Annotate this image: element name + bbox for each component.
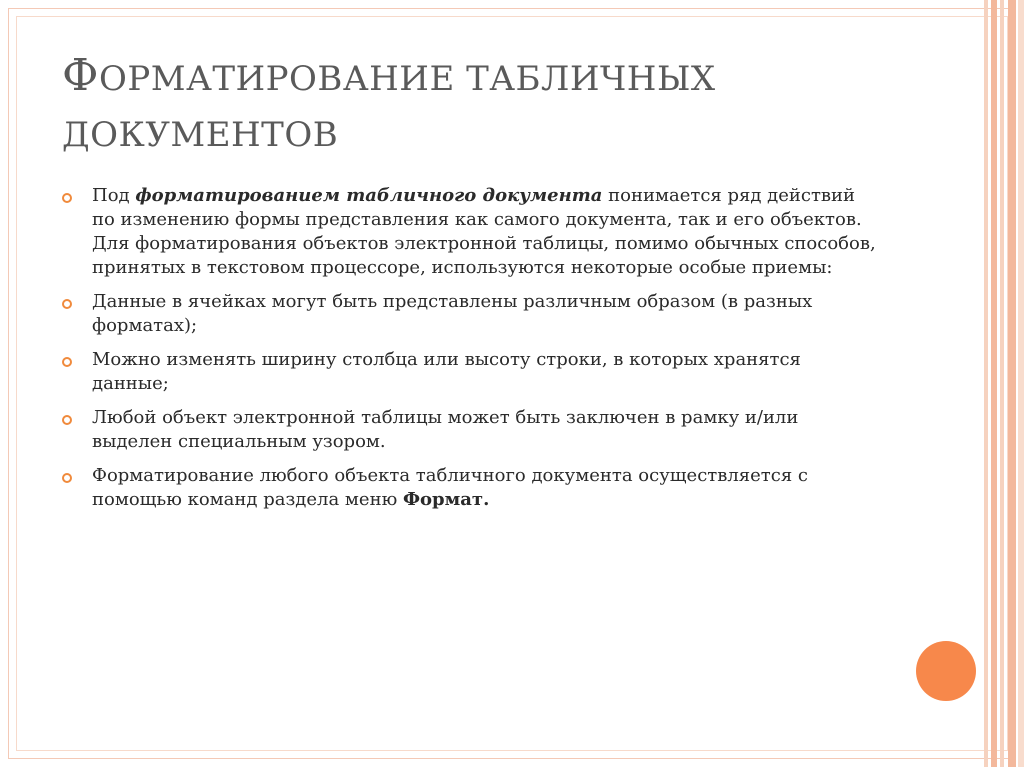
title-line1: ОРМАТИРОВАНИЕ ТАБЛИЧНЫХ [99, 59, 716, 99]
bullet-text-bold: Формат. [402, 489, 490, 510]
bullet-text: Данные в ячейках могут быть представлены различным образом (в разных форматах); [92, 291, 813, 336]
orange-circle-decoration [916, 641, 976, 701]
decorative-stripe [1018, 0, 1024, 767]
bullet-item [62, 184, 882, 280]
bullet-text: Можно изменять ширину столбца или высоту строки, в которых хранятся данные; [92, 349, 801, 394]
bullet-text: Форматирование любого объекта табличного документа осуществляется с помощью команд раздела меню [92, 465, 809, 510]
bullet-item [62, 406, 882, 454]
title-line2: ДОКУМЕНТОВ [62, 115, 339, 155]
ring-bullet-icon [62, 193, 72, 203]
decorative-stripe [1000, 0, 1004, 767]
ring-bullet-icon [62, 415, 72, 425]
bullet-text: понимается ряд действий по изменению формы представления как самого документа, так и его объектов. Для форматирования объектов электронной таблицы, помимо обычных способов, принятых в текстовом процессоре, используются некоторые особые приемы: [92, 185, 876, 278]
slide-title [62, 48, 922, 163]
decorative-stripe [991, 0, 997, 767]
bullet-item [62, 464, 882, 512]
decorative-stripe [984, 0, 988, 767]
bullet-list [62, 184, 882, 522]
ring-bullet-icon [62, 299, 72, 309]
bullet-item [62, 348, 882, 396]
ring-bullet-icon [62, 357, 72, 367]
ring-bullet-icon [62, 473, 72, 483]
bullet-text: Любой объект электронной таблицы может быть заключен в рамку и/или выделен специальным узором. [92, 407, 799, 452]
decorative-stripe [1008, 0, 1016, 767]
bullet-text-emphasis: форматированием табличного документа [135, 185, 603, 206]
title-initial: Ф [62, 50, 100, 101]
bullet-item [62, 290, 882, 338]
bullet-text-prefix: Под [92, 185, 136, 206]
